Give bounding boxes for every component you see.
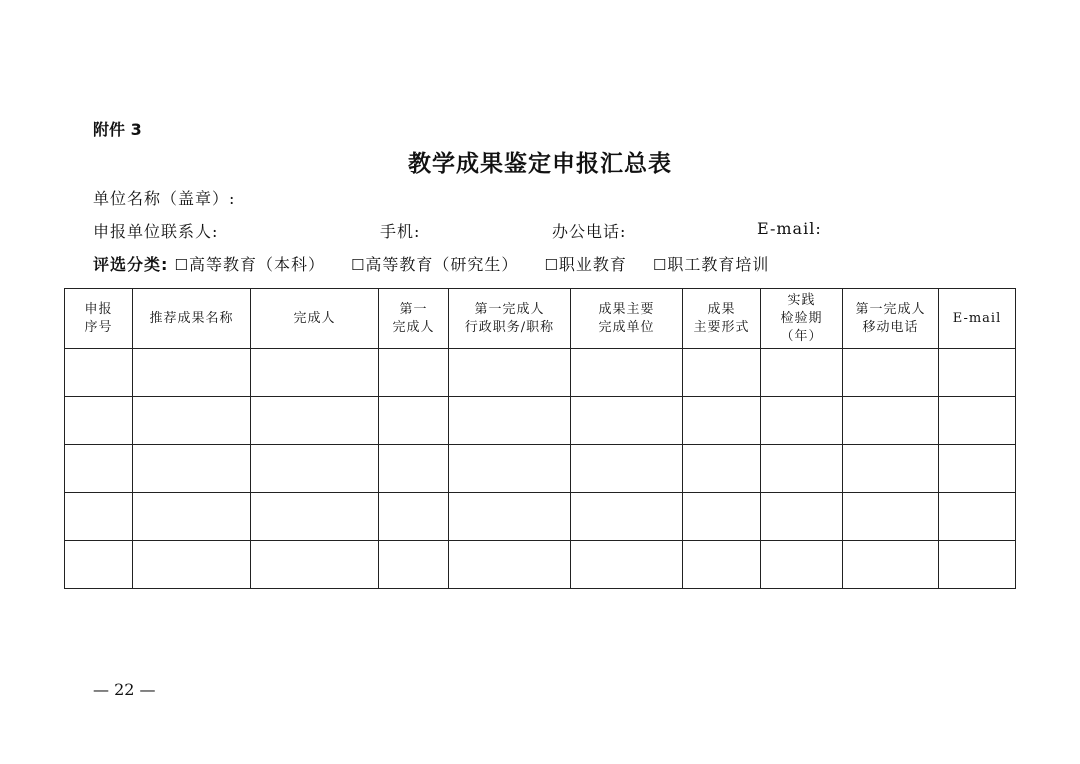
table-cell[interactable]	[379, 349, 449, 397]
header-text: 完成人	[392, 319, 435, 335]
header-text: 移动电话	[862, 319, 919, 335]
table-header-cell	[843, 289, 939, 349]
page-title: 教学成果鉴定申报汇总表	[408, 151, 672, 177]
table-cell[interactable]	[65, 493, 133, 541]
table-cell[interactable]	[251, 445, 379, 493]
table-row	[65, 493, 1016, 541]
table-cell[interactable]	[133, 397, 251, 445]
table-header-cell	[761, 289, 843, 349]
table-cell[interactable]	[133, 349, 251, 397]
table-cell[interactable]	[939, 493, 1016, 541]
table-cell[interactable]	[133, 493, 251, 541]
contact-label: 申报单位联系人:	[93, 222, 219, 241]
table-cell[interactable]	[939, 397, 1016, 445]
table-row	[65, 445, 1016, 493]
category-option-label: 职工教育培训	[667, 255, 770, 274]
table-row	[65, 541, 1016, 589]
table-cell[interactable]	[65, 349, 133, 397]
table-cell[interactable]	[133, 541, 251, 589]
email-label: E-mail:	[757, 219, 822, 238]
category-row	[93, 252, 769, 275]
table-cell[interactable]	[379, 397, 449, 445]
table-cell[interactable]	[843, 397, 939, 445]
category-option[interactable]	[175, 255, 325, 274]
table-cell[interactable]	[571, 397, 683, 445]
table-cell[interactable]	[571, 493, 683, 541]
table-cell[interactable]	[449, 445, 571, 493]
header-text: 检验期	[780, 310, 823, 326]
page-number: — 22 —	[93, 680, 156, 699]
table-cell[interactable]	[571, 541, 683, 589]
table-cell[interactable]	[449, 397, 571, 445]
header-text: E-mail	[952, 310, 1002, 326]
table-header-cell	[939, 289, 1016, 349]
header-text: 完成单位	[598, 319, 655, 335]
table-cell[interactable]	[379, 493, 449, 541]
table-cell[interactable]	[761, 541, 843, 589]
table-cell[interactable]	[251, 349, 379, 397]
header-text: 申报	[84, 301, 113, 317]
table-cell[interactable]	[449, 493, 571, 541]
table-cell[interactable]	[449, 541, 571, 589]
table-header-cell	[449, 289, 571, 349]
table-cell[interactable]	[65, 541, 133, 589]
unit-name-label: 单位名称（盖章）:	[93, 189, 236, 208]
table-cell[interactable]	[683, 541, 761, 589]
table-cell[interactable]	[65, 445, 133, 493]
header-text: 完成人	[293, 310, 336, 326]
table-cell[interactable]	[843, 349, 939, 397]
table-cell[interactable]	[683, 397, 761, 445]
table-cell[interactable]	[133, 445, 251, 493]
header-text: 实践	[787, 292, 816, 308]
table-cell[interactable]	[683, 493, 761, 541]
category-option-label: 高等教育（本科）	[188, 255, 325, 274]
table-cell[interactable]	[251, 493, 379, 541]
table-cell[interactable]	[939, 445, 1016, 493]
summary-table	[64, 288, 1016, 589]
header-text: 成果主要	[598, 301, 655, 317]
table-cell[interactable]	[761, 445, 843, 493]
category-option-label: 高等教育（研究生）	[365, 255, 519, 274]
category-option[interactable]	[351, 255, 518, 274]
office-phone-label: 办公电话:	[552, 222, 627, 241]
table-cell[interactable]	[571, 445, 683, 493]
checkbox-icon[interactable]: ☐	[350, 256, 366, 274]
table-header-cell	[379, 289, 449, 349]
header-text: 推荐成果名称	[149, 310, 234, 326]
table-header-cell	[251, 289, 379, 349]
table-cell[interactable]	[251, 541, 379, 589]
table-cell[interactable]	[251, 397, 379, 445]
table-cell[interactable]	[761, 349, 843, 397]
checkbox-icon[interactable]: ☐	[174, 256, 189, 274]
header-text: 第一完成人	[474, 301, 545, 317]
header-text: 第一完成人	[855, 301, 926, 317]
table-cell[interactable]	[939, 541, 1016, 589]
table-row	[65, 349, 1016, 397]
category-option-label: 职业教育	[558, 255, 627, 274]
table-cell[interactable]	[379, 445, 449, 493]
checkbox-icon[interactable]: ☐	[652, 256, 668, 274]
table-cell[interactable]	[761, 397, 843, 445]
category-label: 评选分类:	[93, 255, 169, 274]
table-header-row	[65, 289, 1016, 349]
table-cell[interactable]	[843, 445, 939, 493]
table-header-cell	[133, 289, 251, 349]
header-text: 第一	[399, 301, 428, 317]
table-cell[interactable]	[843, 493, 939, 541]
table-header-cell	[571, 289, 683, 349]
table-header-cell	[65, 289, 133, 349]
table-cell[interactable]	[65, 397, 133, 445]
table-cell[interactable]	[449, 349, 571, 397]
header-text: （年）	[780, 328, 823, 344]
table-cell[interactable]	[683, 349, 761, 397]
table-header-cell	[683, 289, 761, 349]
header-text: 主要形式	[693, 319, 750, 335]
mobile-label: 手机:	[380, 222, 421, 241]
header-text: 行政职务/职称	[464, 319, 555, 335]
table-cell[interactable]	[683, 445, 761, 493]
table-cell[interactable]	[843, 541, 939, 589]
attachment-label: 附件 3	[93, 120, 142, 139]
table-cell[interactable]	[939, 349, 1016, 397]
category-options	[175, 255, 770, 274]
table-cell[interactable]	[379, 541, 449, 589]
header-text: 序号	[84, 319, 113, 335]
category-option[interactable]	[653, 255, 769, 274]
table-body	[65, 349, 1016, 589]
checkbox-icon[interactable]: ☐	[544, 256, 559, 274]
header-text: 成果	[707, 301, 736, 317]
table-row	[65, 397, 1016, 445]
table-cell[interactable]	[761, 493, 843, 541]
category-option[interactable]	[544, 255, 626, 274]
table-cell[interactable]	[571, 349, 683, 397]
